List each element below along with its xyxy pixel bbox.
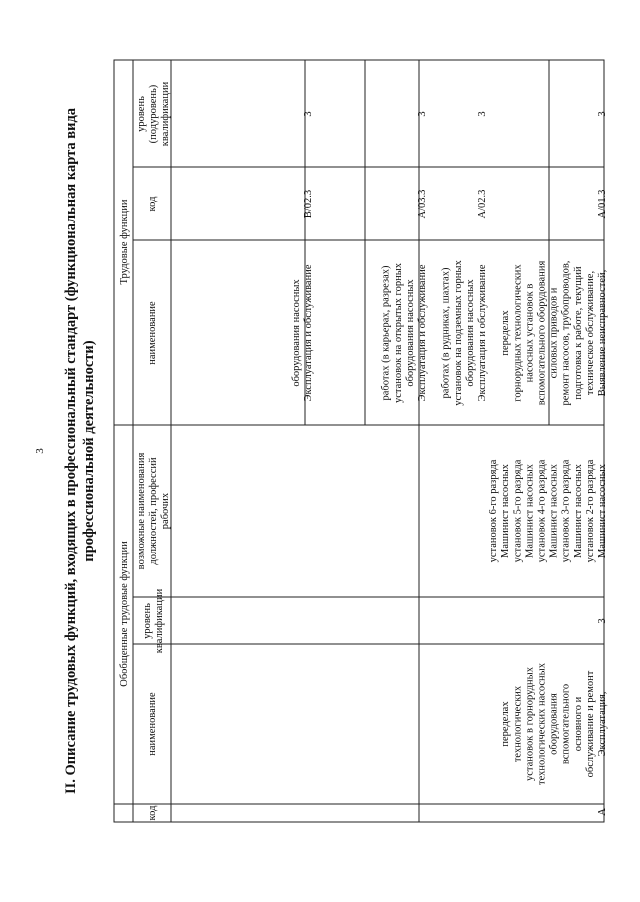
position-title-line: установок 2-го разряда xyxy=(584,459,596,563)
labor-function-name-line: оборудования насосных xyxy=(290,279,302,387)
labor-function-code: А/01.3 xyxy=(597,189,608,219)
page-number: 3 xyxy=(34,448,46,454)
labor-function-name-line: оборудования насосных xyxy=(404,279,416,387)
position-title-line: установок 6-го разряда xyxy=(488,459,500,563)
labor-function-name-line: работах (в рудниках, шахтах) xyxy=(440,267,452,399)
labor-function-name-line: подготовка к работе, текущий xyxy=(572,266,584,400)
col-header-function-code: код xyxy=(147,196,158,212)
labor-function-name-line: техническое обслуживание, xyxy=(584,270,596,396)
labor-function-name-line: Эксплуатация и обслуживание xyxy=(417,264,428,402)
generalized-function-name-line: технологических xyxy=(512,685,524,763)
position-title-line: Машинист насосных xyxy=(572,464,584,558)
generalized-function-name-line: технологических насосных xyxy=(536,662,548,786)
col-header-code: код xyxy=(147,805,158,821)
col-header-function-level-line: уровень xyxy=(136,96,147,132)
labor-function-name-line: Эксплуатация и обслуживание xyxy=(477,264,488,402)
labor-function-level: 3 xyxy=(477,111,488,117)
generalized-function-name-line: установок в горнорудных xyxy=(524,667,536,781)
labor-function-name-line: переделах xyxy=(500,310,512,356)
generalized-function-name-line: вспомогательного xyxy=(560,683,572,765)
labor-function-level: 3 xyxy=(417,111,428,117)
col-header-name: наименование xyxy=(147,692,158,756)
col-header-function-name: наименование xyxy=(147,301,158,365)
labor-function-name-line: вспомогательного оборудования xyxy=(536,260,548,406)
position-title-line: Машинист насосных xyxy=(524,464,536,558)
labor-function-name-line: горнорудных технологических xyxy=(512,264,524,402)
col-header-level-line: уровень xyxy=(142,603,153,639)
col-header-positions-line: должностей, профессий xyxy=(148,457,159,565)
col-header-function-level-line: (подуровень) xyxy=(148,84,159,144)
col-header-function-level-line: квалификации xyxy=(160,81,171,147)
section-heading-line1: II. Описание трудовых функций, входящих в профессиональный стандарт (функциональная карта вида xyxy=(63,107,79,795)
labor-function-name-line: установок на подземных горных xyxy=(452,260,464,406)
labor-function-name-line: ремонт насосов, трубопроводов, xyxy=(560,260,572,406)
col-header-positions-line: рабочих xyxy=(160,492,171,530)
position-title-line: установок 5-го разряда xyxy=(512,459,524,563)
generalized-function-name-line: оборудования xyxy=(548,693,560,755)
generalized-function-name-line: основного и xyxy=(572,696,584,752)
generalized-function-level: 3 xyxy=(597,618,608,624)
labor-function-name-line: установок на открытых горных xyxy=(392,262,404,404)
generalized-function-name-line: обслуживание и ремонт xyxy=(584,670,596,778)
position-title-line: Машинист насосных xyxy=(597,464,608,558)
section-heading-line2: профессиональной деятельности) xyxy=(81,340,97,562)
generalized-function-name-line: переделах xyxy=(500,701,512,747)
generalized-function-name-line: Эксплуатация, xyxy=(597,691,608,757)
labor-function-level: 3 xyxy=(597,111,608,117)
group-labor-functions: Трудовые функции xyxy=(119,199,130,285)
position-title-line: Машинист насосных xyxy=(500,464,512,558)
position-title-line: установок 4-го разряда xyxy=(536,459,548,563)
labor-function-code: А/02.3 xyxy=(477,189,488,219)
labor-function-name-line: насосных установок в xyxy=(524,283,536,383)
col-header-positions-line: возможные наименования xyxy=(136,452,147,570)
labor-function-name-line: Выявление неисправностей, xyxy=(597,269,608,397)
labor-function-code: В/02.3 xyxy=(303,189,314,219)
labor-function-level: 3 xyxy=(303,111,314,117)
position-title-line: установок 3-го разряда xyxy=(560,459,572,563)
col-header-level-line: квалификации xyxy=(154,588,165,654)
generalized-function-code: А xyxy=(597,808,608,816)
labor-function-name-line: оборудования насосных xyxy=(464,279,476,387)
labor-function-name-line: Эксплуатация и обслуживание xyxy=(303,264,314,402)
labor-function-name-line: работах (в карьерах, разрезах) xyxy=(380,265,392,401)
labor-function-code: А/03.3 xyxy=(417,189,428,219)
group-generalized-functions: Обобщенные трудовые функции xyxy=(119,541,130,687)
labor-function-name-line: силовых приводов и xyxy=(548,287,560,379)
position-title-line: Машинист насосных xyxy=(548,464,560,558)
